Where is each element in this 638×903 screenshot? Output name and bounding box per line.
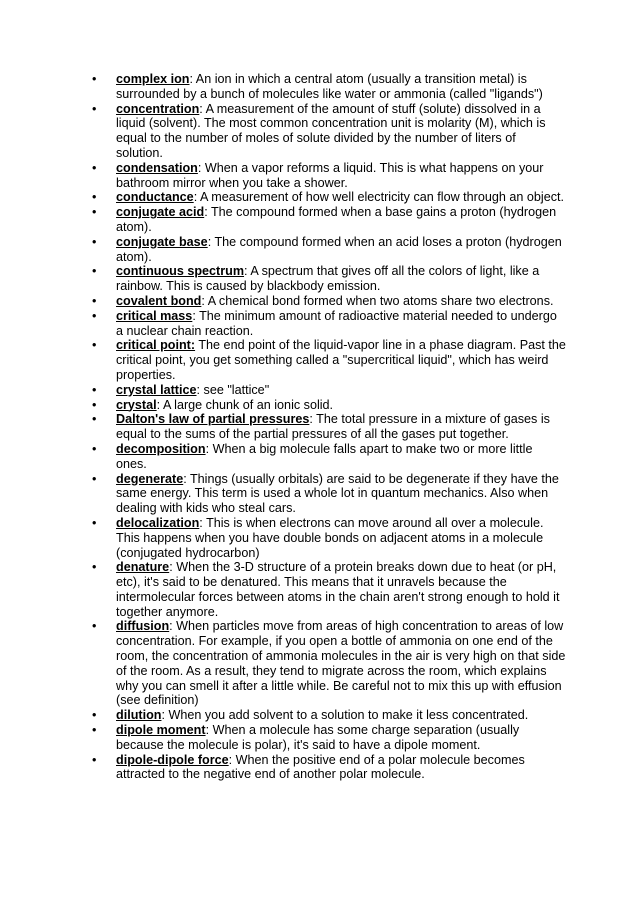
- bullet-icon: •: [92, 382, 97, 397]
- document-page: [0, 72, 638, 782]
- bullet-icon: •: [92, 190, 97, 205]
- bullet-icon: •: [92, 338, 97, 353]
- glossary-term: diffusion: [116, 619, 170, 634]
- bullet-icon: •: [92, 752, 97, 767]
- glossary-definition: The total pressure in a mixture of gases is equal to the sums of the partial pressures of all the gases put together.: [116, 412, 550, 442]
- glossary-definition: A measurement of the amount of stuff (solute) dissolved in a liquid (solvent). The most common concentration unit is molarity (M), which is equal to the number of moles of solute divided by the number of liters of solution.: [116, 101, 546, 160]
- glossary-definition: The end point of the liquid-vapor line in a phase diagram. Past the critical point, you get something called a "supercritical liquid", which has weird properties.: [116, 338, 566, 382]
- bullet-icon: •: [92, 160, 97, 175]
- bullet-icon: •: [92, 619, 97, 634]
- glossary-term: critical mass: [116, 308, 193, 323]
- glossary-definition: A large chunk of an ionic solid.: [162, 397, 334, 412]
- glossary-definition: see "lattice": [203, 382, 270, 397]
- glossary-term: Dalton's law of partial pressures: [116, 412, 310, 427]
- bullet-icon: •: [92, 234, 97, 249]
- glossary-definition: When a big molecule falls apart to make two or more little ones.: [116, 441, 533, 471]
- glossary-term: critical point:: [116, 338, 196, 353]
- list-item: • condensation: When a vapor reforms a liquid. This is what happens on your bathroom mirror when you take a shower.: [92, 160, 544, 190]
- bullet-icon: •: [92, 308, 97, 323]
- list-item: • decomposition: When a big molecule falls apart to make two or more little ones.: [92, 441, 533, 471]
- glossary-term: condensation: [116, 160, 198, 175]
- glossary-definition: This is when electrons can move around all over a molecule. This happens when you have double bonds on adjacent atoms in a molecule (conjugated hydrocarbon): [116, 515, 544, 560]
- glossary-definition: When a molecule has some charge separation (usually because the molecule is polar), it's said to have a dipole moment.: [116, 723, 520, 752]
- list-item: [0, 338, 638, 382]
- list-item: • continuous spectrum: A spectrum that gives off all the colors of light, like a rainbow. This is caused by blackbody emission.: [92, 264, 540, 294]
- bullet-icon: •: [92, 397, 97, 412]
- list-item: • denature: When the 3-D structure of a protein breaks down due to heat (or pH, etc), it's said to be denatured. This means that it unravels because the intermolecular forces between atoms in the chain aren't strong enough to hold it together anymore.: [92, 560, 560, 619]
- glossary-term: degenerate: [116, 471, 184, 486]
- glossary-definition: When the 3-D structure of a protein breaks down due to heat (or pH, etc), it's said to be denatured. This means that it unravels because the intermolecular forces between atoms in the chain aren't strong enough to hold it together anymore.: [116, 560, 560, 619]
- bullet-icon: •: [92, 471, 97, 486]
- list-item: • complex ion: An ion in which a central atom (usually a transition metal) is surrounded by a bunch of molecules like water or ammonia (called "ligands"): [92, 72, 543, 101]
- glossary-term: decomposition: [116, 441, 206, 456]
- list-item: • crystal lattice: see "lattice": [92, 382, 270, 397]
- bullet-icon: •: [92, 101, 97, 116]
- list-item: • Dalton's law of partial pressures: The total pressure in a mixture of gases is equal to the sums of the partial pressures of all the gases put together.: [92, 412, 550, 442]
- bullet-icon: •: [92, 293, 97, 308]
- glossary-term: crystal: [116, 397, 157, 412]
- glossary-term: dilution: [116, 708, 162, 723]
- bullet-icon: •: [92, 264, 97, 279]
- glossary-definition: The compound formed when a base gains a proton (hydrogen atom).: [116, 205, 557, 234]
- list-item: • dilution: When you add solvent to a solution to make it less concentrated.: [92, 708, 529, 723]
- list-item: • covalent bond: A chemical bond formed when two atoms share two electrons.: [92, 293, 554, 308]
- list-item: • conductance: A measurement of how well electricity can flow through an object.: [92, 190, 565, 205]
- glossary-definition: When the positive end of a polar molecule becomes attracted to the negative end of another polar molecule.: [116, 752, 525, 782]
- glossary-definition: A spectrum that gives off all the colors of light, like a rainbow. This is caused by blackbody emission.: [116, 264, 540, 294]
- list-item: • critical mass: The minimum amount of radioactive material needed to undergo a nuclear chain reaction.: [92, 308, 557, 338]
- glossary-definition: When you add solvent to a solution to make it less concentrated.: [168, 708, 529, 723]
- glossary-definition: A measurement of how well electricity can flow through an object.: [200, 190, 565, 205]
- glossary-term: delocalization: [116, 515, 200, 530]
- bullet-icon: •: [92, 205, 97, 220]
- glossary-definition: The compound formed when an acid loses a proton (hydrogen atom).: [116, 234, 562, 264]
- glossary-term: conductance: [116, 190, 194, 205]
- bullet-icon: •: [92, 72, 97, 86]
- glossary-term: conjugate base: [116, 234, 208, 249]
- bullet-icon: •: [92, 723, 97, 738]
- bullet-icon: •: [92, 412, 97, 427]
- bullet-icon: •: [92, 441, 97, 456]
- glossary-definition: An ion in which a central atom (usually a transition metal) is surrounded by a bunch of molecules like water or ammonia (called "ligands"): [116, 72, 543, 101]
- glossary-term: complex ion: [116, 72, 190, 86]
- glossary-term: dipole moment: [116, 723, 206, 738]
- glossary-definition: The minimum amount of radioactive material needed to undergo a nuclear chain reaction.: [116, 308, 557, 338]
- glossary-term: continuous spectrum: [116, 264, 245, 279]
- glossary-definition: A chemical bond formed when two atoms share two electrons.: [207, 293, 554, 308]
- glossary-term: conjugate acid: [116, 205, 205, 220]
- glossary-term: crystal lattice: [116, 382, 197, 397]
- list-item: • delocalization: This is when electrons can move around all over a molecule. This happens when you have double bonds on adjacent atoms in a molecule (conjugated hydrocarbon): [92, 515, 544, 560]
- bullet-icon: •: [92, 560, 97, 575]
- glossary-term: covalent bond: [116, 293, 202, 308]
- glossary-term: denature: [116, 560, 170, 575]
- list-item: • crystal: A large chunk of an ionic solid.: [92, 397, 334, 412]
- glossary-definition: Things (usually orbitals) are said to be degenerate if they have the same energy. This term is used a whole lot in quantum mechanics. Also when dealing with kids who steal cars.: [116, 471, 559, 516]
- bullet-icon: •: [92, 515, 97, 530]
- glossary-definition: When a vapor reforms a liquid. This is what happens on your bathroom mirror when you take a shower.: [116, 160, 544, 190]
- glossary-list: [0, 72, 638, 782]
- list-item: • dipole moment: When a molecule has some charge separation (usually because the molecule is polar), it's said to have a dipole moment.: [92, 723, 520, 752]
- list-item: • conjugate base: The compound formed when an acid loses a proton (hydrogen atom).: [92, 234, 562, 264]
- list-item: • diffusion: When particles move from areas of high concentration to areas of low concentration. For example, if you open a bottle of ammonia on one end of the room, the concentration of ammonia molecules in the air is very high on that side of the room. As a result, they tend to migrate across the room, which explains why you can smell it after a little while. Be careful not to mix this up with effusion (see definition): [92, 619, 566, 708]
- bullet-icon: •: [92, 708, 97, 723]
- glossary-definition: When particles move from areas of high concentration to areas of low concentration. For example, if you open a bottle of ammonia on one end of the room, the concentration of ammonia molecules in the air is very high on that side of the room. As a result, they tend to migrate across the room, which explains why you can smell it after a little while. Be careful not to mix this up with effusion (see definition): [116, 619, 566, 708]
- list-item: • dipole-dipole force: When the positive end of a polar molecule becomes attracted to the negative end of another polar molecule.: [92, 752, 525, 782]
- glossary-term: concentration: [116, 101, 200, 116]
- glossary-term: dipole-dipole force: [116, 752, 229, 767]
- list-item: • conjugate acid: The compound formed when a base gains a proton (hydrogen atom).: [92, 205, 557, 234]
- list-item: • concentration: A measurement of the amount of stuff (solute) dissolved in a liquid (solvent). The most common concentration unit is molarity (M), which is equal to the number of moles of solute divided by the number of liters of solution.: [92, 101, 546, 160]
- list-item: • degenerate: Things (usually orbitals) are said to be degenerate if they have the same energy. This term is used a whole lot in quantum mechanics. Also when dealing with kids who steal cars.: [92, 471, 559, 516]
